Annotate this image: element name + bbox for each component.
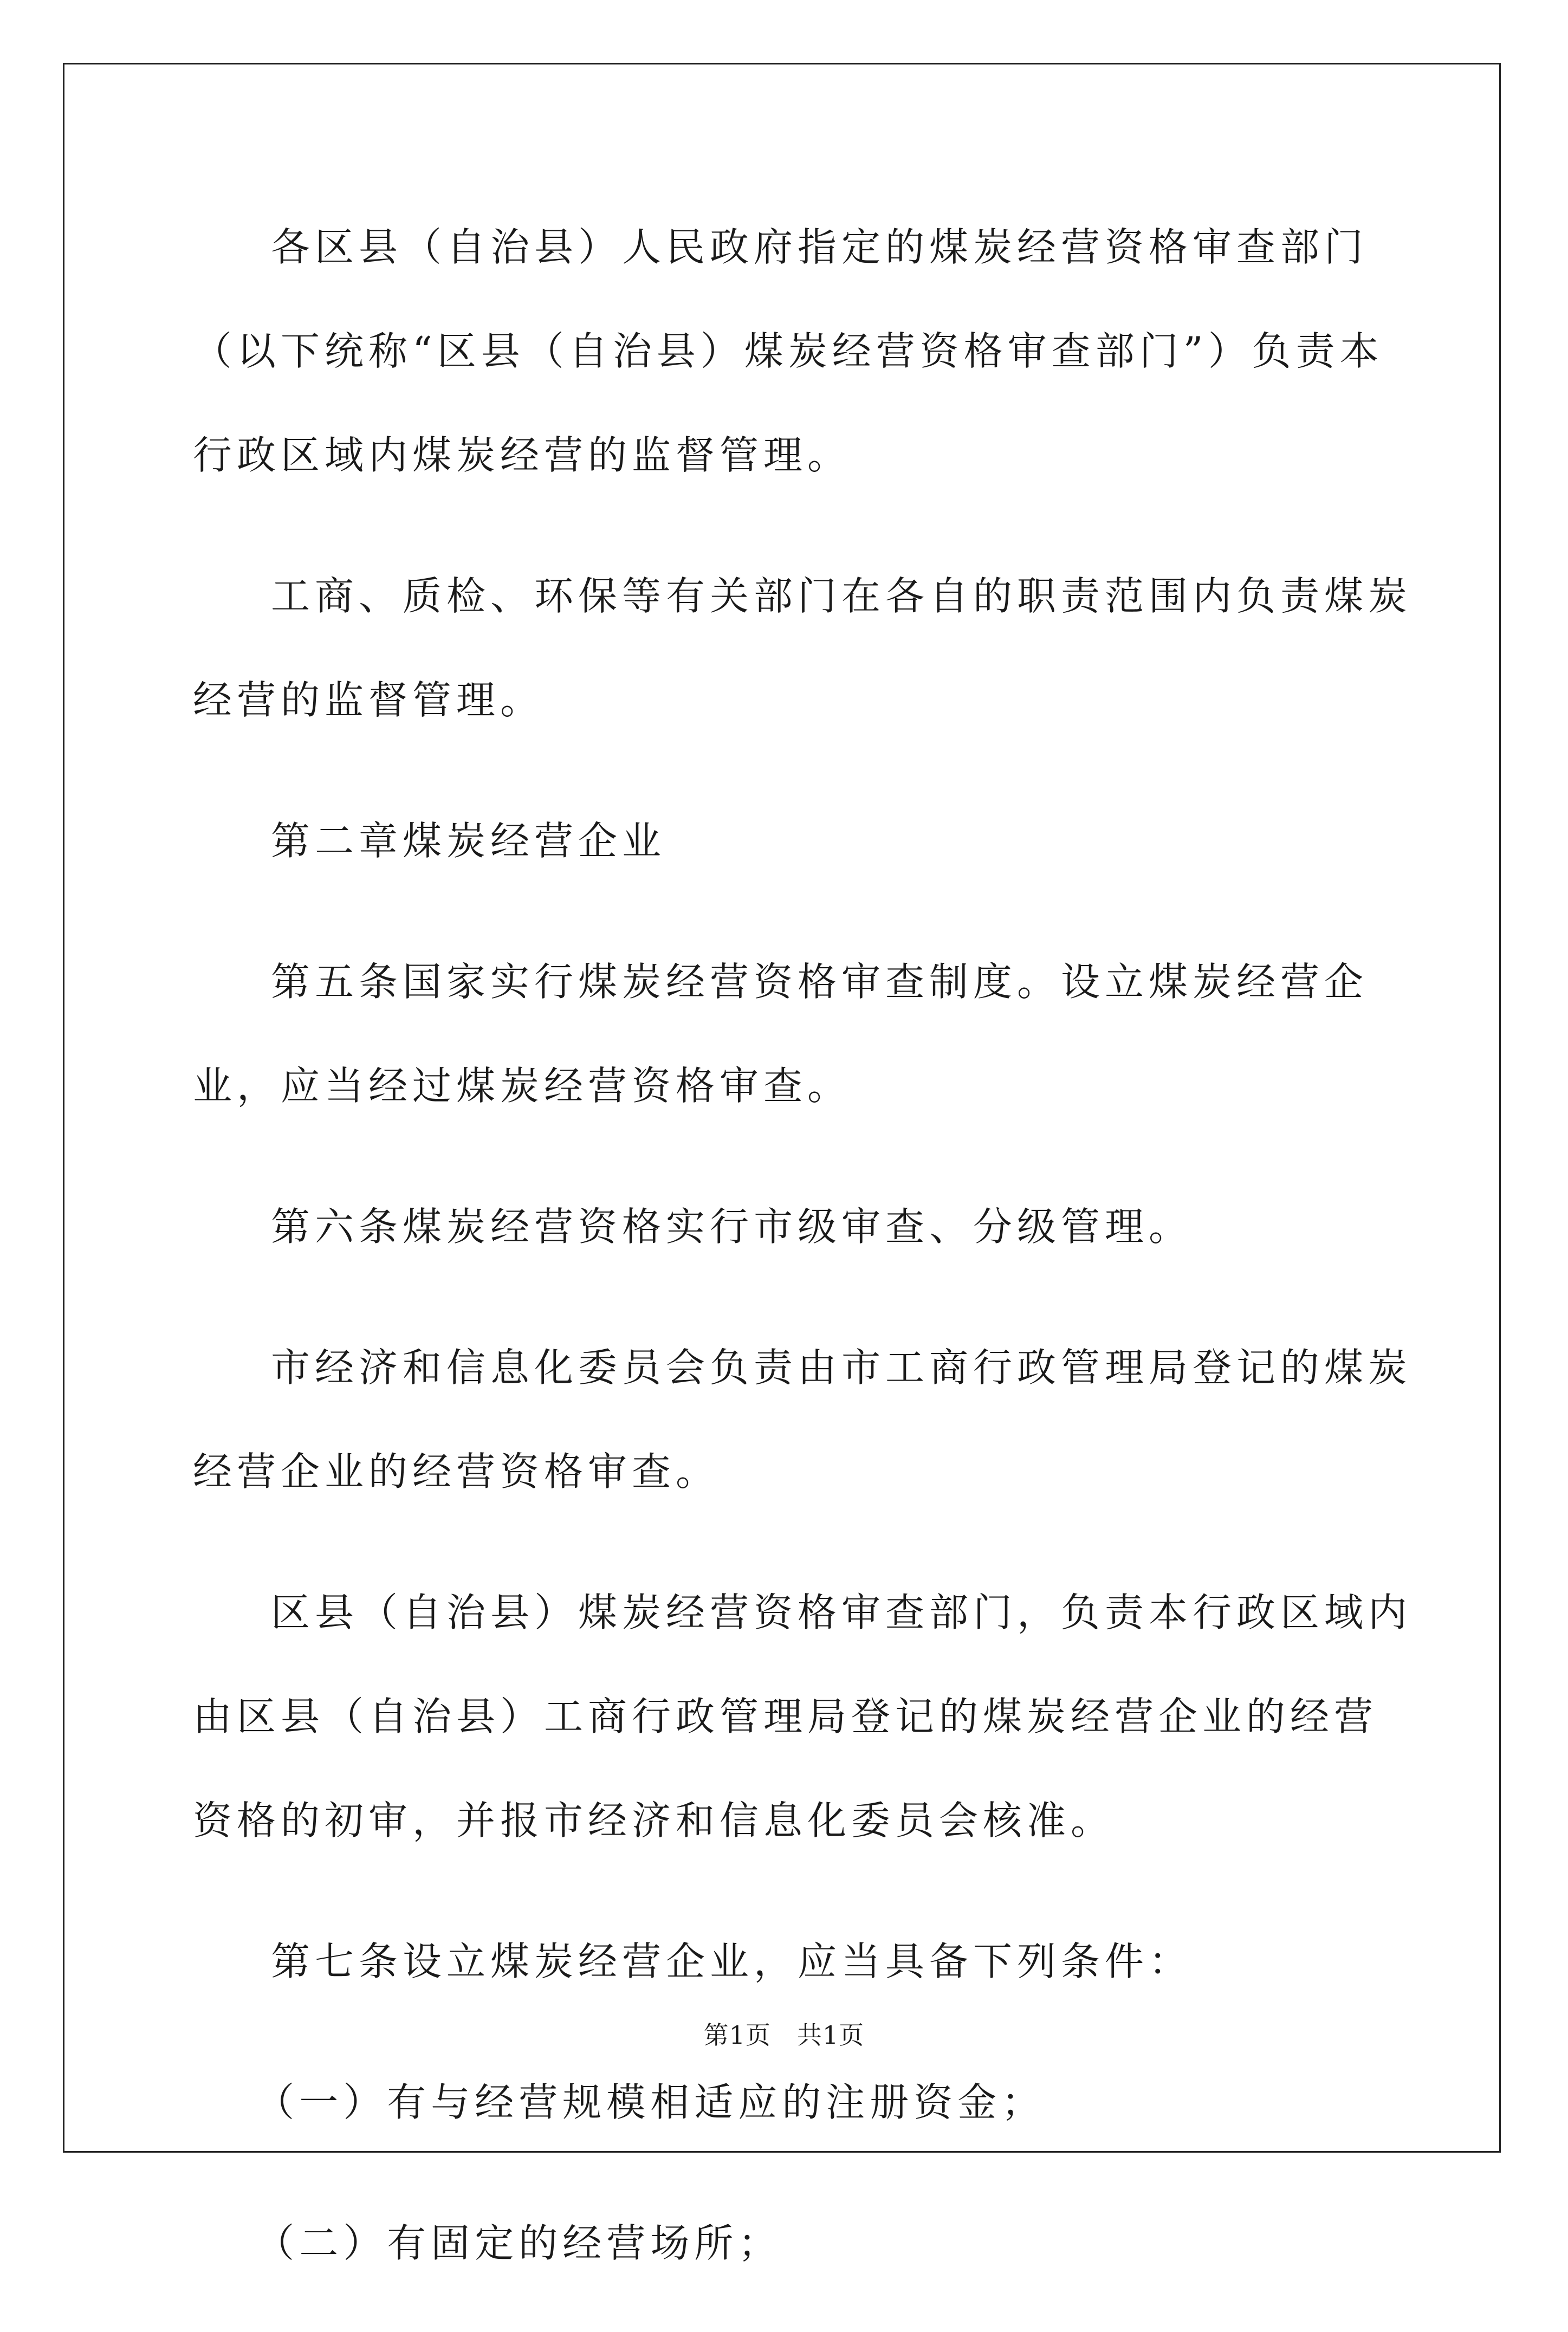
page-number: 第1页	[703, 2020, 771, 2050]
paragraph-county-review: 区县（自治县）煤炭经营资格审查部门，负责本行政区域内由区县（自治县）工商行政管理局登记的煤炭经营企业的经营资格的初审，并报市经济和信息化委员会核准。	[193, 1590, 1413, 1843]
paragraph-article-5: 第五条国家实行煤炭经营资格审查制度。设立煤炭经营企业，应当经过煤炭经营资格审查。	[193, 959, 1369, 1109]
paragraph-article-7: 第七条设立煤炭经营企业，应当具备下列条件：	[271, 1939, 1193, 1984]
paragraph-article-6: 第六条煤炭经营资格实行市级审查、分级管理。	[271, 1204, 1193, 1249]
page-total: 共1页	[797, 2020, 865, 2050]
paragraph-2: 工商、质检、环保等有关部门在各自的职责范围内负责煤炭经营的监督管理。	[193, 573, 1413, 723]
chapter-heading: 第二章煤炭经营企业	[271, 818, 666, 864]
list-item-1: （一）有与经营规模相适应的注册资金；	[255, 2080, 1046, 2125]
page-footer	[0, 2016, 1568, 2051]
paragraph-city-review: 市经济和信息化委员会负责由市工商行政管理局登记的煤炭经营企业的经营资格审查。	[193, 1345, 1413, 1494]
list-item-2: （二）有固定的经营场所；	[255, 2220, 782, 2266]
document-body	[193, 195, 1412, 2332]
paragraph-1: 各区县（自治县）人民政府指定的煤炭经营资格审查部门（以下统称“区县（自治县）煤炭经营资格审查部门”）负责本行政区域内煤炭经营的监督管理。	[193, 224, 1384, 478]
